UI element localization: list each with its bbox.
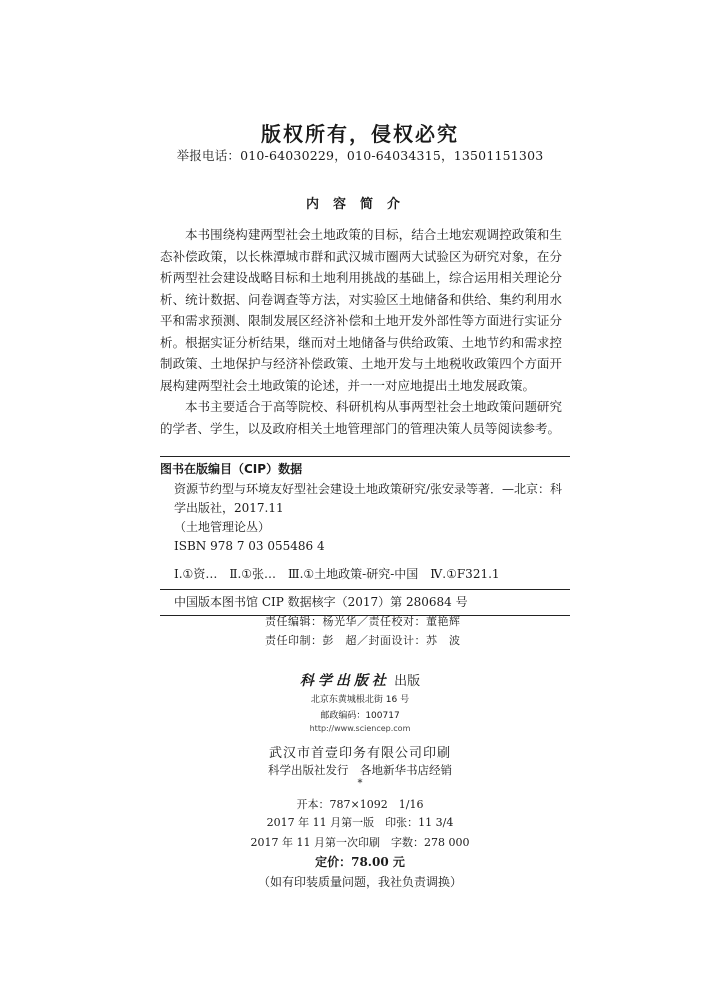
cip-title-line: 资源节约型与环境友好型社会建设土地政策研究/张安录等著．—北京：科学出版社，2017.11 xyxy=(174,482,563,515)
quality-notice: （如有印装质量问题，我社负责调换） xyxy=(257,875,462,889)
book-format: 开本：787×1092 1/16 xyxy=(296,798,424,811)
summary-title: 内容简介 xyxy=(305,197,414,212)
cip-index: Ⅰ.①资… Ⅱ.①张… Ⅲ.①土地政策-研究-中国 Ⅳ.①F321.1 xyxy=(174,567,500,581)
cip-data-block xyxy=(160,456,570,616)
publisher-website: http://www.sciencep.com xyxy=(309,724,411,733)
edition-info: 2017 年 11 月第一版 印张：11 3/4 xyxy=(266,816,454,829)
printer: 武汉市首壹印务有限公司印刷 xyxy=(268,746,451,761)
distribution: 科学出版社发行 各地新华书店经销 xyxy=(268,763,452,777)
price: 定价：78.00 元 xyxy=(315,855,405,869)
report-hotline: 举报电话：010-64030229，010-64034315，13501151303 xyxy=(176,148,544,163)
publisher-suffix: 出版 xyxy=(394,674,421,689)
publisher-line xyxy=(0,670,720,690)
cip-series: （土地管理论丛） xyxy=(174,520,271,534)
impression-info: 2017 年 11 月第一次印刷 字数：278 000 xyxy=(250,836,470,849)
summary-body xyxy=(160,224,562,439)
publisher-postcode: 邮政编码：100717 xyxy=(320,711,400,721)
separator-star: * xyxy=(357,778,363,789)
credits-line-editors: 责任编辑：杨光华／责任校对：董艳辉 xyxy=(265,615,461,628)
cip-data-number: 中国版本图书馆 CIP 数据核字（2017）第 280684 号 xyxy=(174,595,468,609)
summary-paragraph: 本书主要适合于高等院校、科研机构从事两型社会土地政策问题研究的学者、学生，以及政府相关土地管理部门的管理决策人员等阅读参考。 xyxy=(160,399,562,436)
credits xyxy=(265,612,565,650)
cip-header: 图书在版编目（CIP）数据 xyxy=(160,462,303,476)
publisher-address: 北京东黄城根北街 16 号 xyxy=(310,695,410,705)
copyright-heading: 版权所有，侵权必究 xyxy=(261,122,459,146)
cip-isbn: ISBN 978 7 03 055486 4 xyxy=(174,539,325,553)
summary-paragraph: 本书围绕构建两型社会土地政策的目标，结合土地宏观调控政策和生态补偿政策，以长株潭城市群和武汉城市圈两大试验区为研究对象，在分析两型社会建设战略目标和土地利用挑战的基础上，综合运用相关理论分析、统计数据、问卷调查等方法，对实验区土地储备和供给、集约利用水平和需求预测、限制发展区经济补偿和土地开发外部性等方面进行实证分析。根据实证分析结果，继而对土地储备与供给政策、土地节约和需求控制政策、土地保护与经济补偿政策、土地开发与土地税收政策四个方面开展构建两型社会土地政策的论述，并一一对应地提出土地发展政策。 xyxy=(160,227,562,393)
publisher-logo: 科学出版社 xyxy=(299,673,390,689)
credits-line-production: 责任印制：彭 超／封面设计：苏 波 xyxy=(265,634,461,647)
cip-mid-rule xyxy=(160,589,570,590)
cip-top-rule xyxy=(160,456,570,457)
